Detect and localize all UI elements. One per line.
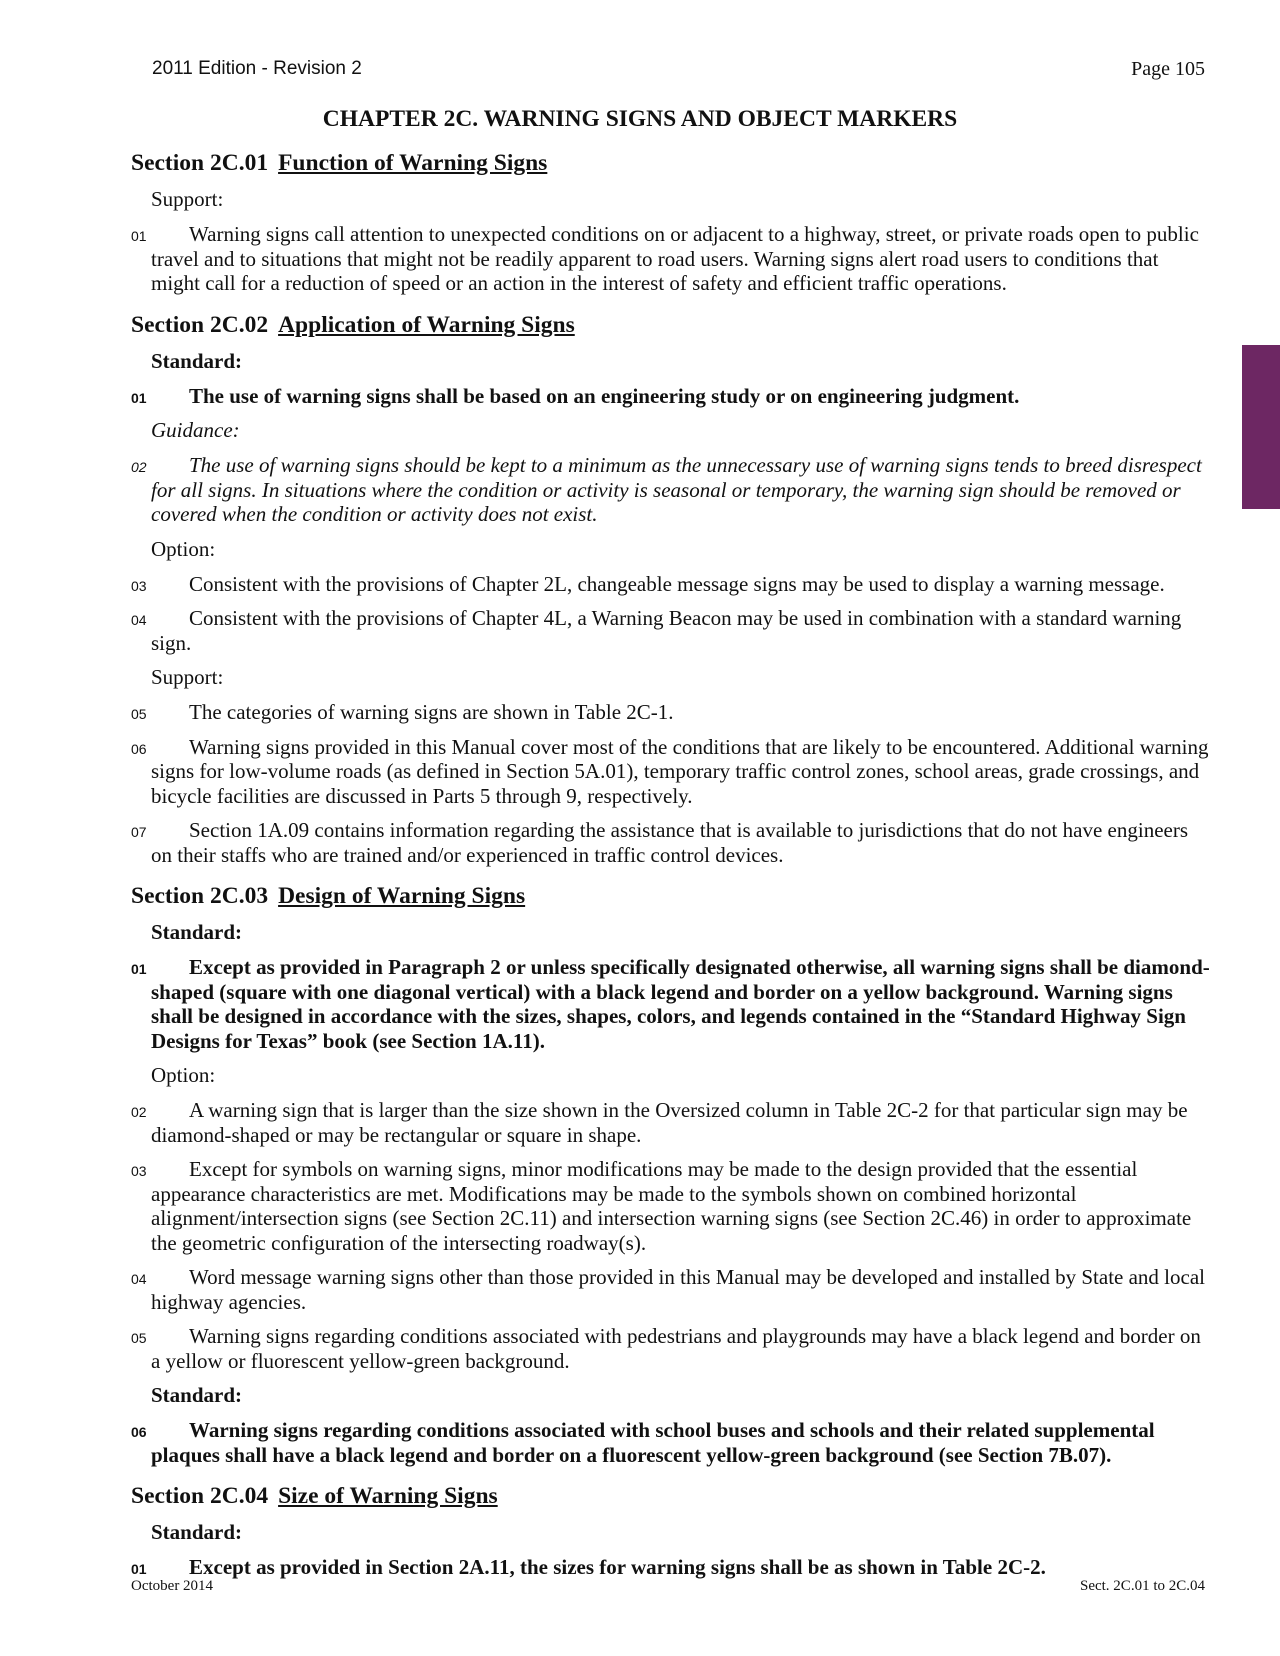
numbered-paragraph [131,1324,1211,1373]
paragraph-text: Warning signs regarding conditions associated with pedestrians and playgrounds may have a black legend and border on a yellow or fluorescent yellow-green background. [151,1324,1201,1373]
section-title: Design of Warning Signs [278,883,526,909]
paragraph-number: 03 [131,1163,147,1179]
paragraph-text: Except for symbols on warning signs, minor modifications may be made to the design provided that the essential appearance characteristics are met. Modifications may be made to the symbols shown on combined horizontal alignment/intersection signs (see Section 2C.11) and intersection warning signs (see Section 2C.46) in order to approximate the geometric configuration of the intersecting roadway(s). [151,1157,1192,1255]
section-heading [131,312,1211,339]
paragraph-type-label: Standard: [151,348,243,373]
paragraph-type-label: Standard: [151,1520,243,1544]
paragraph-number: 05 [131,706,147,722]
document-body [131,150,1211,1590]
paragraph-number: 03 [131,577,147,594]
paragraph-text: The use of warning signs shall be based on an engineering study or on engineering judgment. [189,383,1020,408]
paragraph-number: 06 [131,1424,147,1440]
paragraph-number: 07 [131,824,147,840]
paragraph-number: 05 [131,1330,147,1346]
paragraph-text: Except as provided in Paragraph 2 or unless specifically designated otherwise, all warning signs shall be diamond-shaped (square with one diagonal vertical) with a black legend and border on a yellow background. Warning signs shall be designed in accordance with the sizes, shapes, colors, and legends contained in the “Standard Highway Sign Designs for Texas” book (see Section 1A.11). [151,955,1210,1053]
paragraph-text: Warning signs call attention to unexpected conditions on or adjacent to a highway, street, or private roads open to public travel and to situations that might not be readily apparent to road users. Warning signs alert road users to conditions that might call for a reduction of speed or an action in the interest of safety and efficient traffic operations. [151,222,1199,295]
paragraph-text: Except as provided in Section 2A.11, the sizes for warning signs shall be as shown in Table 2C-2. [189,1555,1046,1579]
paragraph-number: 02 [131,1104,147,1120]
section-number: Section 2C.01 [131,150,269,176]
paragraph-number: 06 [131,740,147,757]
header-edition: 2011 Edition - Revision 2 [152,58,362,79]
paragraph-type-label: Option: [151,536,216,561]
numbered-paragraph [131,571,1211,597]
section-title: Function of Warning Signs [278,150,548,176]
footer-section-range: Sect. 2C.01 to 2C.04 [1079,1578,1205,1594]
paragraph-text: Warning signs regarding conditions associated with school buses and schools and their related supplemental plaques shall have a black legend and border on a fluorescent yellow-green background (see Section 7B.07). [151,1418,1155,1467]
paragraph-text: Section 1A.09 contains information regarding the assistance that is available to jurisdictions that do not have engineers on their staffs who are trained and/or experienced in traffic control devices. [151,818,1188,867]
paragraph-text: The use of warning signs should be kept to a minimum as the unnecessary use of warning signs tends to breed disrespect for all signs. In situations where the condition or activity is seasonal or temporary, the warning sign should be removed or covered when the condition or activity does not exist. [151,453,1202,526]
numbered-paragraph [131,955,1211,1053]
numbered-paragraph [131,1265,1211,1314]
section-heading [131,150,1211,177]
section-title: Application of Warning Signs [278,311,575,338]
paragraph-number: 01 [131,961,147,977]
paragraph-type-label: Standard: [151,1383,243,1407]
chapter-tab-marker [1242,345,1280,509]
paragraph-number: 02 [131,459,147,475]
section-heading [131,883,1211,910]
numbered-paragraph [131,1555,1211,1580]
paragraph-type-label: Standard: [151,920,243,944]
paragraph-text: Consistent with the provisions of Chapter 2L, changeable message signs may be used to display a warning message. [189,571,1165,596]
paragraph-number: 04 [131,612,147,628]
numbered-paragraph [131,222,1211,296]
numbered-paragraph [131,606,1211,655]
header-page-number: Page 105 [1131,58,1205,80]
numbered-paragraph [131,818,1211,867]
numbered-paragraph [131,700,1211,725]
chapter-title: CHAPTER 2C. WARNING SIGNS AND OBJECT MARKERS [322,106,958,132]
paragraph-type-label: Support: [151,187,224,211]
section-heading [131,1483,1211,1510]
paragraph-number: 01 [131,1561,147,1577]
paragraph-number: 01 [131,228,147,244]
numbered-paragraph [131,383,1211,409]
numbered-paragraph [131,1157,1211,1255]
section-title: Size of Warning Signs [278,1483,498,1509]
paragraph-text: The categories of warning signs are shown in Table 2C-1. [189,700,674,724]
paragraph-number: 01 [131,389,147,406]
paragraph-text: Word message warning signs other than those provided in this Manual may be developed and installed by State and local highway agencies. [151,1265,1205,1314]
section-number: Section 2C.03 [131,883,269,909]
paragraph-type-label: Support: [151,665,224,689]
paragraph-text: Warning signs provided in this Manual cover most of the conditions that are likely to be encountered. Additional warning signs for low-volume roads (as defined in Section 5A.01), temporary traffic control zones, school areas, grade crossings, and bicycle facilities are discussed in Parts 5 through 9, respectively. [151,734,1209,808]
footer-date: October 2014 [131,1578,214,1594]
paragraph-type-label: Option: [151,1063,216,1087]
numbered-paragraph [131,1098,1211,1147]
paragraph-type-label: Guidance: [151,418,240,442]
paragraph-text: Consistent with the provisions of Chapter 4L, a Warning Beacon may be used in combination with a standard warning sign. [151,606,1182,655]
paragraph-text: A warning sign that is larger than the size shown in the Oversized column in Table 2C-2 for that particular sign may be diamond-shaped or may be rectangular or square in shape. [151,1098,1188,1147]
section-number: Section 2C.04 [131,1483,269,1509]
section-number: Section 2C.02 [131,311,269,338]
paragraph-number: 04 [131,1271,147,1287]
numbered-paragraph [131,453,1211,527]
numbered-paragraph [131,1418,1211,1467]
numbered-paragraph [131,734,1211,809]
